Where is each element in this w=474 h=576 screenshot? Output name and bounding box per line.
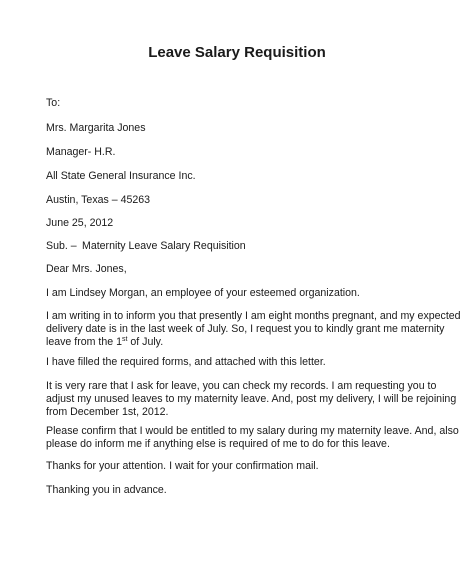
recipient-name: Mrs. Margarita Jones <box>46 122 146 134</box>
letter-date: June 25, 2012 <box>46 217 114 229</box>
paragraph-records-line: adjust my unused leaves to my maternity leave. And, post my delivery, I will be rejoining <box>46 393 457 405</box>
city-zip: Austin, Texas – 45263 <box>46 194 151 206</box>
subject-text: Maternity Leave Salary Requisition <box>82 240 246 252</box>
paragraph-records-line: from December 1st, 2012. <box>46 406 169 418</box>
subject-line <box>46 240 446 253</box>
ordinal-suffix: st <box>121 336 128 343</box>
paragraph-thanks: Thanks for your attention. I wait for your confirmation mail. <box>46 460 319 472</box>
recipient-title: Manager- H.R. <box>46 146 116 158</box>
subject-prefix: Sub. – <box>46 240 77 252</box>
letter-title: Leave Salary Requisition <box>148 44 326 61</box>
paragraph-records-line: It is very rare that I ask for leave, you can check my records. I am requesting you to <box>46 380 437 392</box>
closing-line: Thanking you in advance. <box>46 484 167 496</box>
paragraph-intro: I am Lindsey Morgan, an employee of your esteemed organization. <box>46 287 360 299</box>
paragraph-request <box>46 310 461 349</box>
to-label: To: <box>46 97 61 109</box>
paragraph-confirm-line: please do inform me if anything else is required of me to do for this leave. <box>46 438 390 450</box>
paragraph-request-line: delivery date is in the last week of July. So, I request you to kindly grant me maternity <box>46 323 445 335</box>
paragraph-confirm-line: Please confirm that I would be entitled to my salary during my maternity leave. And, also <box>46 425 459 437</box>
paragraph-records <box>46 380 457 419</box>
paragraph-forms: I have filled the required forms, and attached with this letter. <box>46 356 326 368</box>
paragraph-request-line: leave from the 1st of July. <box>46 336 164 348</box>
company-name: All State General Insurance Inc. <box>46 170 196 182</box>
paragraph-request-line: I am writing in to inform you that presently I am eight months pregnant, and my expected <box>46 310 461 322</box>
paragraph-confirm <box>46 425 459 451</box>
salutation: Dear Mrs. Jones, <box>46 263 127 275</box>
